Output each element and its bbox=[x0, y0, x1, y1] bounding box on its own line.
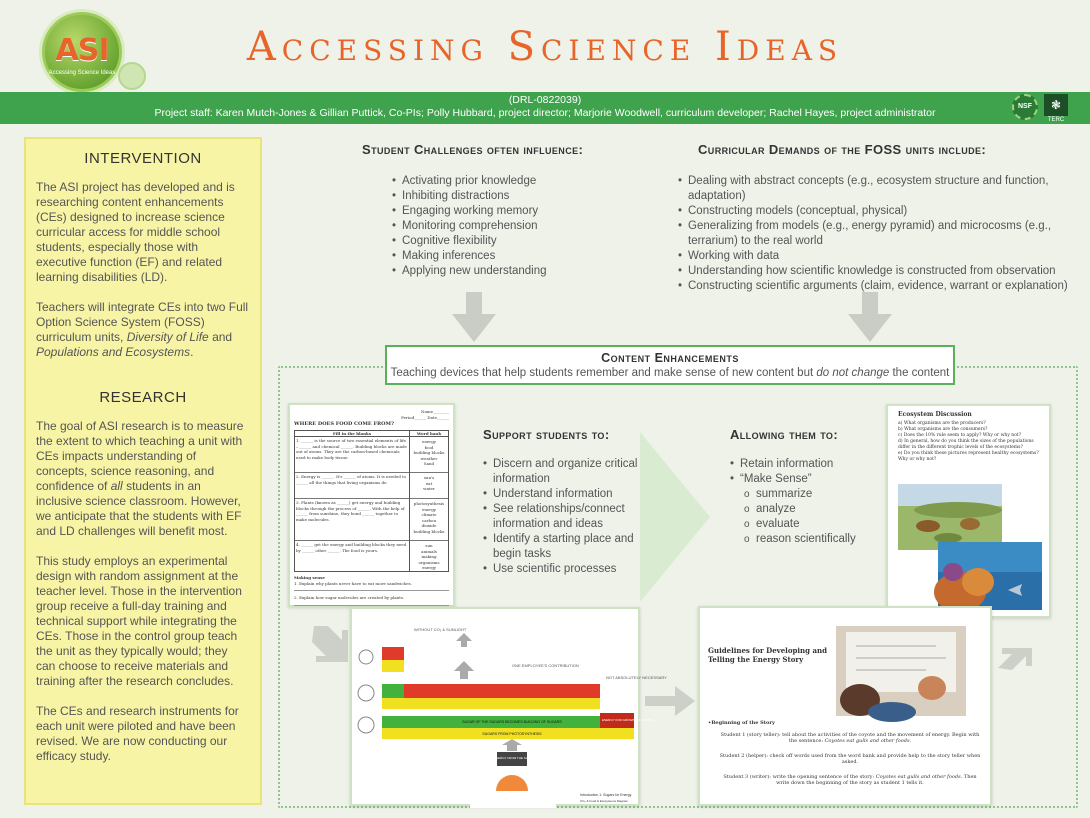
research-para-3: The CEs and research instruments for each unit were piloted and have been revised. We are now conducting our efficacy study. bbox=[36, 704, 239, 763]
worksheet-row: 4. ______ get the energy and building blocks they need by ______ other ______. The food is yours. bbox=[296, 542, 407, 553]
worksheet-period-line: Period______ Date______ bbox=[401, 414, 449, 420]
content-enhancements-box bbox=[385, 345, 955, 385]
support-item: • See relationships/connect information and ideas bbox=[483, 502, 643, 532]
diagram-bar-2: SUGARS FROM PHOTOSYNTHESIS bbox=[482, 732, 542, 736]
label-mid: ONE EMPLOYEE'S CONTRIBUTION bbox=[512, 663, 579, 668]
word-bank-word: water bbox=[423, 486, 435, 491]
word-bank-word: making bbox=[421, 554, 437, 559]
word-bank-word: photosynthesis bbox=[413, 501, 445, 506]
word-bank-group bbox=[410, 541, 448, 571]
ecosystem-question: b) What organisms are the consumers? bbox=[898, 427, 988, 432]
support-list bbox=[483, 457, 643, 577]
worksheet-row: 1. ______ is the source of two essential elements of life – ______ and chemical ______. Building blocks are made out of atoms. They are the carbon-based chemicals used to make body tissue. bbox=[295, 437, 409, 473]
ce-subtitle: Teaching devices that help students remember and make sense of new content but do not change the content bbox=[390, 367, 950, 379]
ecosystem-question: c) Does the 10% rule seem to apply? Why or why not? bbox=[898, 433, 1022, 438]
worksheet-making-sense: Making sense bbox=[294, 575, 325, 580]
word-bank-word: organisms bbox=[418, 559, 440, 565]
allowing-subitem: o analyze bbox=[730, 502, 880, 517]
grant-number: (DRL-0822039) bbox=[508, 94, 582, 106]
allowing-heading: Allowing them to: bbox=[730, 427, 839, 442]
support-heading: Support students to: bbox=[483, 427, 610, 442]
diagram-side-label: ENERGY FOR GROWING & MOVING bbox=[602, 718, 654, 722]
diagram-footer-1: Introduction 1: Sugars for Energy bbox=[580, 793, 632, 797]
demands-list bbox=[678, 174, 1070, 294]
terc-label: TERC bbox=[1047, 117, 1065, 123]
word-bank-word: building blocks bbox=[413, 528, 445, 534]
ecosystem-question: d) In general, how do you think the sizes of the populations differ in the different trophic levels of the ecosystems? bbox=[898, 439, 1034, 450]
ecosystem-question: e) Do you think these pictures represent healthy ecosystems? Why or why not? bbox=[898, 451, 1039, 462]
word-bank-group bbox=[410, 473, 448, 499]
arrow-down-right-icon bbox=[310, 622, 350, 666]
down-arrow-icon bbox=[452, 292, 496, 342]
allowing-subitem: o reason scientifically bbox=[730, 532, 880, 547]
guidelines-thumbnail bbox=[698, 606, 992, 806]
challenge-item: • Applying new understanding bbox=[392, 264, 642, 279]
intervention-heading: INTERVENTION bbox=[84, 150, 202, 167]
word-bank-word: energy bbox=[421, 506, 437, 512]
ce-title: Content Enhancements bbox=[601, 351, 739, 365]
ecosystem-thumbnail bbox=[886, 404, 1051, 618]
demand-item: • Understanding how scientific knowledge is constructed from observation bbox=[678, 264, 1070, 279]
challenge-item: • Monitoring comprehension bbox=[392, 219, 642, 234]
allowing-sublist bbox=[730, 487, 880, 547]
word-bank-word: energy bbox=[421, 565, 437, 570]
challenge-item: • Cognitive flexibility bbox=[392, 234, 642, 249]
research-para-1: The goal of ASI research is to measure the extent to which teaching a unit with CEs impacts understanding of concepts, science reasoning, and confidence of all students in an inclusive science classroom. However, we anticipate that the students with EF and LD challenges will benefit most. bbox=[36, 419, 244, 538]
classroom-photo bbox=[836, 626, 966, 716]
demand-item: • Working with data bbox=[678, 249, 1070, 264]
worksheet-q1: 1. Explain why plants never have to eat more sandwiches. bbox=[294, 580, 412, 586]
word-bank-word: sun's bbox=[423, 475, 435, 480]
down-arrow-icon bbox=[848, 292, 892, 342]
intervention-para-2: Teachers will integrate CEs into two Full Option Science System (FOSS) curriculum units, Diversity of Life and Populations and Ecosystems. bbox=[36, 300, 249, 359]
support-item: • Understand information bbox=[483, 487, 643, 502]
word-bank-word: eat bbox=[425, 480, 433, 486]
chevron-right-icon bbox=[640, 432, 710, 602]
word-bank-word: energy bbox=[421, 439, 437, 444]
word-bank-word: climate bbox=[421, 512, 437, 517]
demand-item: • Generalizing from models (e.g., energy pyramid) and microcosms (e.g., terrarium) to the real world bbox=[678, 219, 1070, 249]
unit-populations-ecosystems: Populations and Ecosystems bbox=[36, 345, 191, 359]
logo-text: ASI bbox=[55, 33, 109, 68]
guidelines-student-1: Student 1 (story teller): tell about the activities of the coyote and the movement of energy. Begin with the sentence: Coyotes eat gulls and other foods. bbox=[720, 731, 980, 744]
page-title: Accessing Science Ideas bbox=[246, 24, 844, 70]
word-bank-word: carbon bbox=[421, 517, 437, 523]
energy-diagram bbox=[352, 609, 667, 808]
demands-heading: Curricular Demands of the FOSS units include: bbox=[698, 142, 987, 157]
logo-subtext: Accessing Science Ideas bbox=[48, 70, 116, 76]
guidelines-student-2: Student 2 (helper): check off words used from the word bank and provide help to the story teller when asked. bbox=[719, 752, 981, 765]
word-bank-word: food bbox=[424, 444, 434, 450]
challenge-item: • Inhibiting distractions bbox=[392, 189, 642, 204]
demand-item: • Dealing with abstract concepts (e.g., ecosystem structure and function, adaptation) bbox=[678, 174, 1070, 204]
word-bank-word: dioxide bbox=[421, 523, 437, 528]
diagram-footer-2: CO₂ & Food & Ecosystems Diagram bbox=[580, 799, 629, 803]
arrow-up-right-icon bbox=[996, 628, 1034, 672]
allowing-subitem: o summarize bbox=[730, 487, 880, 502]
support-item: • Identify a starting place and begin tasks bbox=[483, 532, 643, 562]
asi-logo bbox=[42, 12, 122, 92]
ecosystem-questions bbox=[898, 421, 1039, 463]
ecosystem-question: a) What organisms are the producers? bbox=[898, 421, 986, 426]
worksheet-name-line: Name________ bbox=[420, 409, 449, 414]
savanna-photo bbox=[898, 484, 1002, 550]
coral-reef-photo bbox=[938, 542, 1042, 610]
word-bank-group bbox=[410, 437, 448, 473]
worksheet-col-bank: Word bank bbox=[410, 431, 448, 438]
worksheet-row: 2. Energy is ______. It's ______ of atoms. It is needed to ______ all the things that living organisms do. bbox=[295, 473, 409, 499]
allowing-item: • Retain information bbox=[730, 457, 880, 472]
nsf-seal-icon: NSF bbox=[1012, 94, 1038, 120]
word-bank-group bbox=[410, 499, 448, 541]
guidelines-student-3: Student 3 (writer): write the opening sentence of the story: Coyotes eat gulls and other foods. Then write down the beginning of the story as student 1 tells it. bbox=[723, 773, 977, 786]
logo-accent-dot bbox=[118, 62, 146, 90]
allowing-item: • “Make Sense” bbox=[730, 472, 880, 487]
unit-diversity-of-life: Diversity of Life bbox=[126, 330, 209, 344]
project-staff: Project staff: Karen Mutch-Jones & Gillian Puttick, Co-PIs; Polly Hubbard, project director; Marjorie Woodwell, curriculum developer; Rachel Hayes, project administrator bbox=[154, 107, 936, 119]
left-panel bbox=[24, 137, 262, 805]
word-bank-word: building blocks bbox=[413, 450, 445, 455]
worksheet-q2: 2. Explain how sugar molecules are created by plants. bbox=[294, 595, 405, 600]
worksheet-thumbnail bbox=[288, 403, 455, 607]
label-right: NOT ABSOLUTELY NECESSARY bbox=[606, 675, 667, 680]
support-item: • Use scientific processes bbox=[483, 562, 643, 577]
ecosystem-title: Ecosystem Discussion bbox=[898, 411, 972, 418]
guidelines-beginning: •Beginning of the Story bbox=[708, 720, 775, 726]
challenge-item: • Making inferences bbox=[392, 249, 642, 264]
challenges-heading: Student Challenges often influence: bbox=[362, 142, 584, 157]
challenge-item: • Activating prior knowledge bbox=[392, 174, 642, 189]
sun-energy-box: ENERGY FROM THE SUN bbox=[493, 756, 531, 760]
word-bank-word: animals bbox=[421, 548, 437, 554]
diagram-bar-1: SUGAR OF THE SUGARS BECOMES BUILDING OF SUGARS bbox=[462, 720, 562, 724]
allowing-list bbox=[730, 457, 880, 487]
terc-logo-icon: ❃ bbox=[1044, 94, 1068, 116]
staff-bar bbox=[0, 92, 1090, 124]
research-heading: RESEARCH bbox=[99, 389, 187, 406]
demand-item: • Constructing models (conceptual, physical) bbox=[678, 204, 1070, 219]
worksheet-title: WHERE DOES FOOD COME FROM? bbox=[294, 421, 394, 427]
guidelines-title: Guidelines for Developing and Telling the Energy Story bbox=[708, 646, 827, 664]
label-top: WITHOUT CO₂ & SUNLIGHT bbox=[414, 627, 467, 632]
intervention-para-1: The ASI project has developed and is researching content enhancements (CEs) designed to increase science curricular access for middle school students, especially those with executive function (EF) and related learning disabilities (LD). bbox=[36, 180, 235, 284]
research-para-2: This study employs an experimental design with random assignment at the teacher level. Those in the intervention group receive a full-day training and technical support while integrating the CEs. Those in the control group teach the unit as they typically would; they can choose to receive materials and training after the research concludes. bbox=[36, 554, 242, 688]
support-item: • Discern and organize critical information bbox=[483, 457, 643, 487]
worksheet-col-fill: Fill in the blanks bbox=[295, 431, 409, 438]
word-bank-word: Sand bbox=[423, 461, 435, 466]
word-bank-word: sun bbox=[425, 543, 433, 548]
allowing-subitem: o evaluate bbox=[730, 517, 880, 532]
challenges-list bbox=[392, 174, 642, 279]
arrow-right-icon bbox=[645, 686, 695, 716]
word-bank-word: weather bbox=[420, 455, 438, 461]
demand-item: • Constructing scientific arguments (claim, evidence, warrant or explanation) bbox=[678, 279, 1070, 294]
challenge-item: • Engaging working memory bbox=[392, 204, 642, 219]
worksheet-word-bank bbox=[410, 431, 448, 572]
worksheet-row: 3. Plants (known as ______) get energy and building blocks through the process of ______. With the help of ______ from sunshine, they bond ______ together to make molecules. bbox=[295, 499, 409, 541]
energy-diagram-thumbnail bbox=[350, 607, 667, 806]
